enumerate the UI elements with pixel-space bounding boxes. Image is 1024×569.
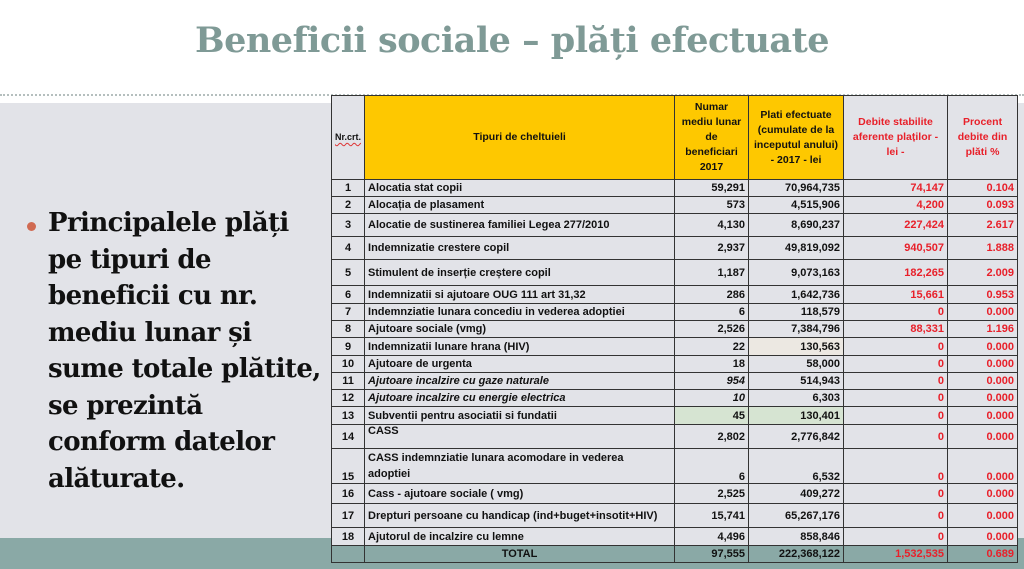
bullet-text: Principalele plăți pe tipuri de beneficii cu nr. mediu lunar și sume totale plătite, se prezintă conform datelor alăturate. (48, 208, 321, 494)
cell-beneficiari: 2,525 (675, 484, 749, 504)
cell-procent: 1.888 (948, 237, 1018, 260)
payments-table (331, 95, 1018, 563)
header-nr: Nr.crt. (332, 96, 365, 180)
cell-nr: 9 (332, 338, 365, 356)
cell-debite: 0 (844, 338, 948, 356)
cell-nr: 17 (332, 504, 365, 528)
cell-beneficiari: 4,496 (675, 528, 749, 546)
cell-beneficiari: 10 (675, 390, 749, 407)
cell-procent: 0.000 (948, 338, 1018, 356)
cell-debite: 0 (844, 449, 948, 484)
table-row (332, 449, 1018, 484)
cell-procent: 0.104 (948, 180, 1018, 197)
cell-plati: 858,846 (749, 528, 844, 546)
cell-plati: 130,401 (749, 407, 844, 425)
cell-debite: 0 (844, 356, 948, 373)
cell-nr-empty (332, 546, 365, 563)
cell-debite: 227,424 (844, 214, 948, 237)
table-row (332, 407, 1018, 425)
cell-plati: 9,073,163 (749, 260, 844, 286)
cell-nr: 8 (332, 321, 365, 338)
cell-nr: 14 (332, 425, 365, 449)
cell-beneficiari: 6 (675, 449, 749, 484)
cell-name: Subventii pentru asociatii si fundatii (365, 407, 675, 425)
cell-plati: 409,272 (749, 484, 844, 504)
cell-plati: 130,563 (749, 338, 844, 356)
header-beneficiari: Numar mediu lunar de beneficiari 2017 (675, 96, 749, 180)
cell-plati: 1,642,736 (749, 286, 844, 304)
cell-nr: 16 (332, 484, 365, 504)
cell-beneficiari: 286 (675, 286, 749, 304)
table-row (332, 197, 1018, 214)
cell-plati: 4,515,906 (749, 197, 844, 214)
cell-beneficiari: 954 (675, 373, 749, 390)
cell-debite: 0 (844, 373, 948, 390)
cell-procent: 0.000 (948, 504, 1018, 528)
cell-beneficiari: 22 (675, 338, 749, 356)
cell-nr: 1 (332, 180, 365, 197)
cell-procent: 0.000 (948, 484, 1018, 504)
table-row (332, 304, 1018, 321)
cell-procent: 0.000 (948, 407, 1018, 425)
cell-debite: 0 (844, 504, 948, 528)
cell-plati: 2,776,842 (749, 425, 844, 449)
cell-debite: 4,200 (844, 197, 948, 214)
bullet-dot-icon (27, 222, 36, 231)
cell-name: Ajutoare de urgenta (365, 356, 675, 373)
cell-beneficiari: 59,291 (675, 180, 749, 197)
cell-plati: 118,579 (749, 304, 844, 321)
cell-procent: 0.000 (948, 425, 1018, 449)
cell-debite: 0 (844, 390, 948, 407)
cell-debite: 0 (844, 425, 948, 449)
cell-plati: 58,000 (749, 356, 844, 373)
cell-name: Ajutoare sociale (vmg) (365, 321, 675, 338)
table-row (332, 260, 1018, 286)
cell-procent: 0.000 (948, 356, 1018, 373)
cell-name: Ajutorul de incalzire cu lemne (365, 528, 675, 546)
cell-nr: 12 (332, 390, 365, 407)
table-row (332, 214, 1018, 237)
cell-name: Alocația de plasament (365, 197, 675, 214)
cell-procent: 2.009 (948, 260, 1018, 286)
table-row (332, 338, 1018, 356)
cell-nr: 15 (332, 449, 365, 484)
cell-nr: 13 (332, 407, 365, 425)
bullet-item (24, 205, 334, 497)
cell-name: Cass - ajutoare sociale ( vmg) (365, 484, 675, 504)
table-row (332, 286, 1018, 304)
cell-procent: 0.000 (948, 304, 1018, 321)
table-row (332, 180, 1018, 197)
cell-procent: 0.000 (948, 449, 1018, 484)
cell-beneficiari: 2,802 (675, 425, 749, 449)
cell-debite: 88,331 (844, 321, 948, 338)
cell-plati: 7,384,796 (749, 321, 844, 338)
cell-plati: 70,964,735 (749, 180, 844, 197)
cell-nr: 4 (332, 237, 365, 260)
cell-plati: 6,303 (749, 390, 844, 407)
table-row (332, 321, 1018, 338)
cell-beneficiari: 4,130 (675, 214, 749, 237)
table-row (332, 504, 1018, 528)
cell-plati: 65,267,176 (749, 504, 844, 528)
cell-nr: 2 (332, 197, 365, 214)
cell-debite: 940,507 (844, 237, 948, 260)
table-row (332, 425, 1018, 449)
cell-procent: 0.000 (948, 373, 1018, 390)
cell-procent: 1.196 (948, 321, 1018, 338)
table-row (332, 237, 1018, 260)
header-tip: Tipuri de cheltuieli (365, 96, 675, 180)
table-row (332, 528, 1018, 546)
cell-name (365, 449, 675, 484)
cell-plati: 6,532 (749, 449, 844, 484)
header-procent: Procent debite din plăti % (948, 96, 1018, 180)
cell-name: Indemnziatie lunara concediu in vederea adoptiei (365, 304, 675, 321)
table-header-row (332, 96, 1018, 180)
cell-name: Drepturi persoane cu handicap (ind+buget+insotit+HIV) (365, 504, 675, 528)
cell-debite: 74,147 (844, 180, 948, 197)
cell-name: Ajutoare incalzire cu gaze naturale (365, 373, 675, 390)
total-label: TOTAL (365, 546, 675, 563)
cell-name: CASS (365, 425, 675, 449)
header-plati: Plati efectuate (cumulate de la inceputul anului) - 2017 - lei (749, 96, 844, 180)
cell-procent: 2.617 (948, 214, 1018, 237)
cell-name-line1: CASS indemnziatie lunara acomodare in vederea (368, 452, 624, 464)
cell-nr: 3 (332, 214, 365, 237)
table-row (332, 390, 1018, 407)
table-row (332, 484, 1018, 504)
cell-nr: 11 (332, 373, 365, 390)
cell-debite: 182,265 (844, 260, 948, 286)
cell-procent: 0.093 (948, 197, 1018, 214)
total-plati: 222,368,122 (749, 546, 844, 563)
total-beneficiari: 97,555 (675, 546, 749, 563)
cell-beneficiari: 1,187 (675, 260, 749, 286)
cell-beneficiari: 573 (675, 197, 749, 214)
total-procent: 0.689 (948, 546, 1018, 563)
cell-beneficiari: 15,741 (675, 504, 749, 528)
cell-name: Ajutoare incalzire cu energie electrica (365, 390, 675, 407)
cell-plati: 514,943 (749, 373, 844, 390)
cell-beneficiari: 18 (675, 356, 749, 373)
cell-debite: 15,661 (844, 286, 948, 304)
total-debite: 1,532,535 (844, 546, 948, 563)
cell-beneficiari: 2,937 (675, 237, 749, 260)
cell-name: Alocatia stat copii (365, 180, 675, 197)
slide-title: Beneficii sociale – plăți efectuate (195, 20, 829, 61)
cell-procent: 0.000 (948, 390, 1018, 407)
cell-nr: 10 (332, 356, 365, 373)
cell-debite: 0 (844, 407, 948, 425)
cell-nr: 7 (332, 304, 365, 321)
cell-procent: 0.000 (948, 528, 1018, 546)
cell-name: Indemnizatie crestere copil (365, 237, 675, 260)
cell-nr: 18 (332, 528, 365, 546)
cell-beneficiari: 45 (675, 407, 749, 425)
table-row (332, 356, 1018, 373)
cell-name: Indemnizatii lunare hrana (HIV) (365, 338, 675, 356)
cell-name: Alocatie de sustinerea familiei Legea 277/2010 (365, 214, 675, 237)
cell-nr: 6 (332, 286, 365, 304)
cell-plati: 8,690,237 (749, 214, 844, 237)
cell-name-line2: adoptiei (368, 468, 411, 480)
total-row (332, 546, 1018, 563)
cell-plati: 49,819,092 (749, 237, 844, 260)
cell-debite: 0 (844, 304, 948, 321)
cell-beneficiari: 6 (675, 304, 749, 321)
cell-name: Stimulent de inserție creștere copil (365, 260, 675, 286)
header-debite: Debite stabilite aferente plaților - lei - (844, 96, 948, 180)
cell-name: Indemnizatii si ajutoare OUG 111 art 31,32 (365, 286, 675, 304)
cell-nr: 5 (332, 260, 365, 286)
cell-debite: 0 (844, 528, 948, 546)
cell-procent: 0.953 (948, 286, 1018, 304)
cell-debite: 0 (844, 484, 948, 504)
table-row (332, 373, 1018, 390)
cell-beneficiari: 2,526 (675, 321, 749, 338)
